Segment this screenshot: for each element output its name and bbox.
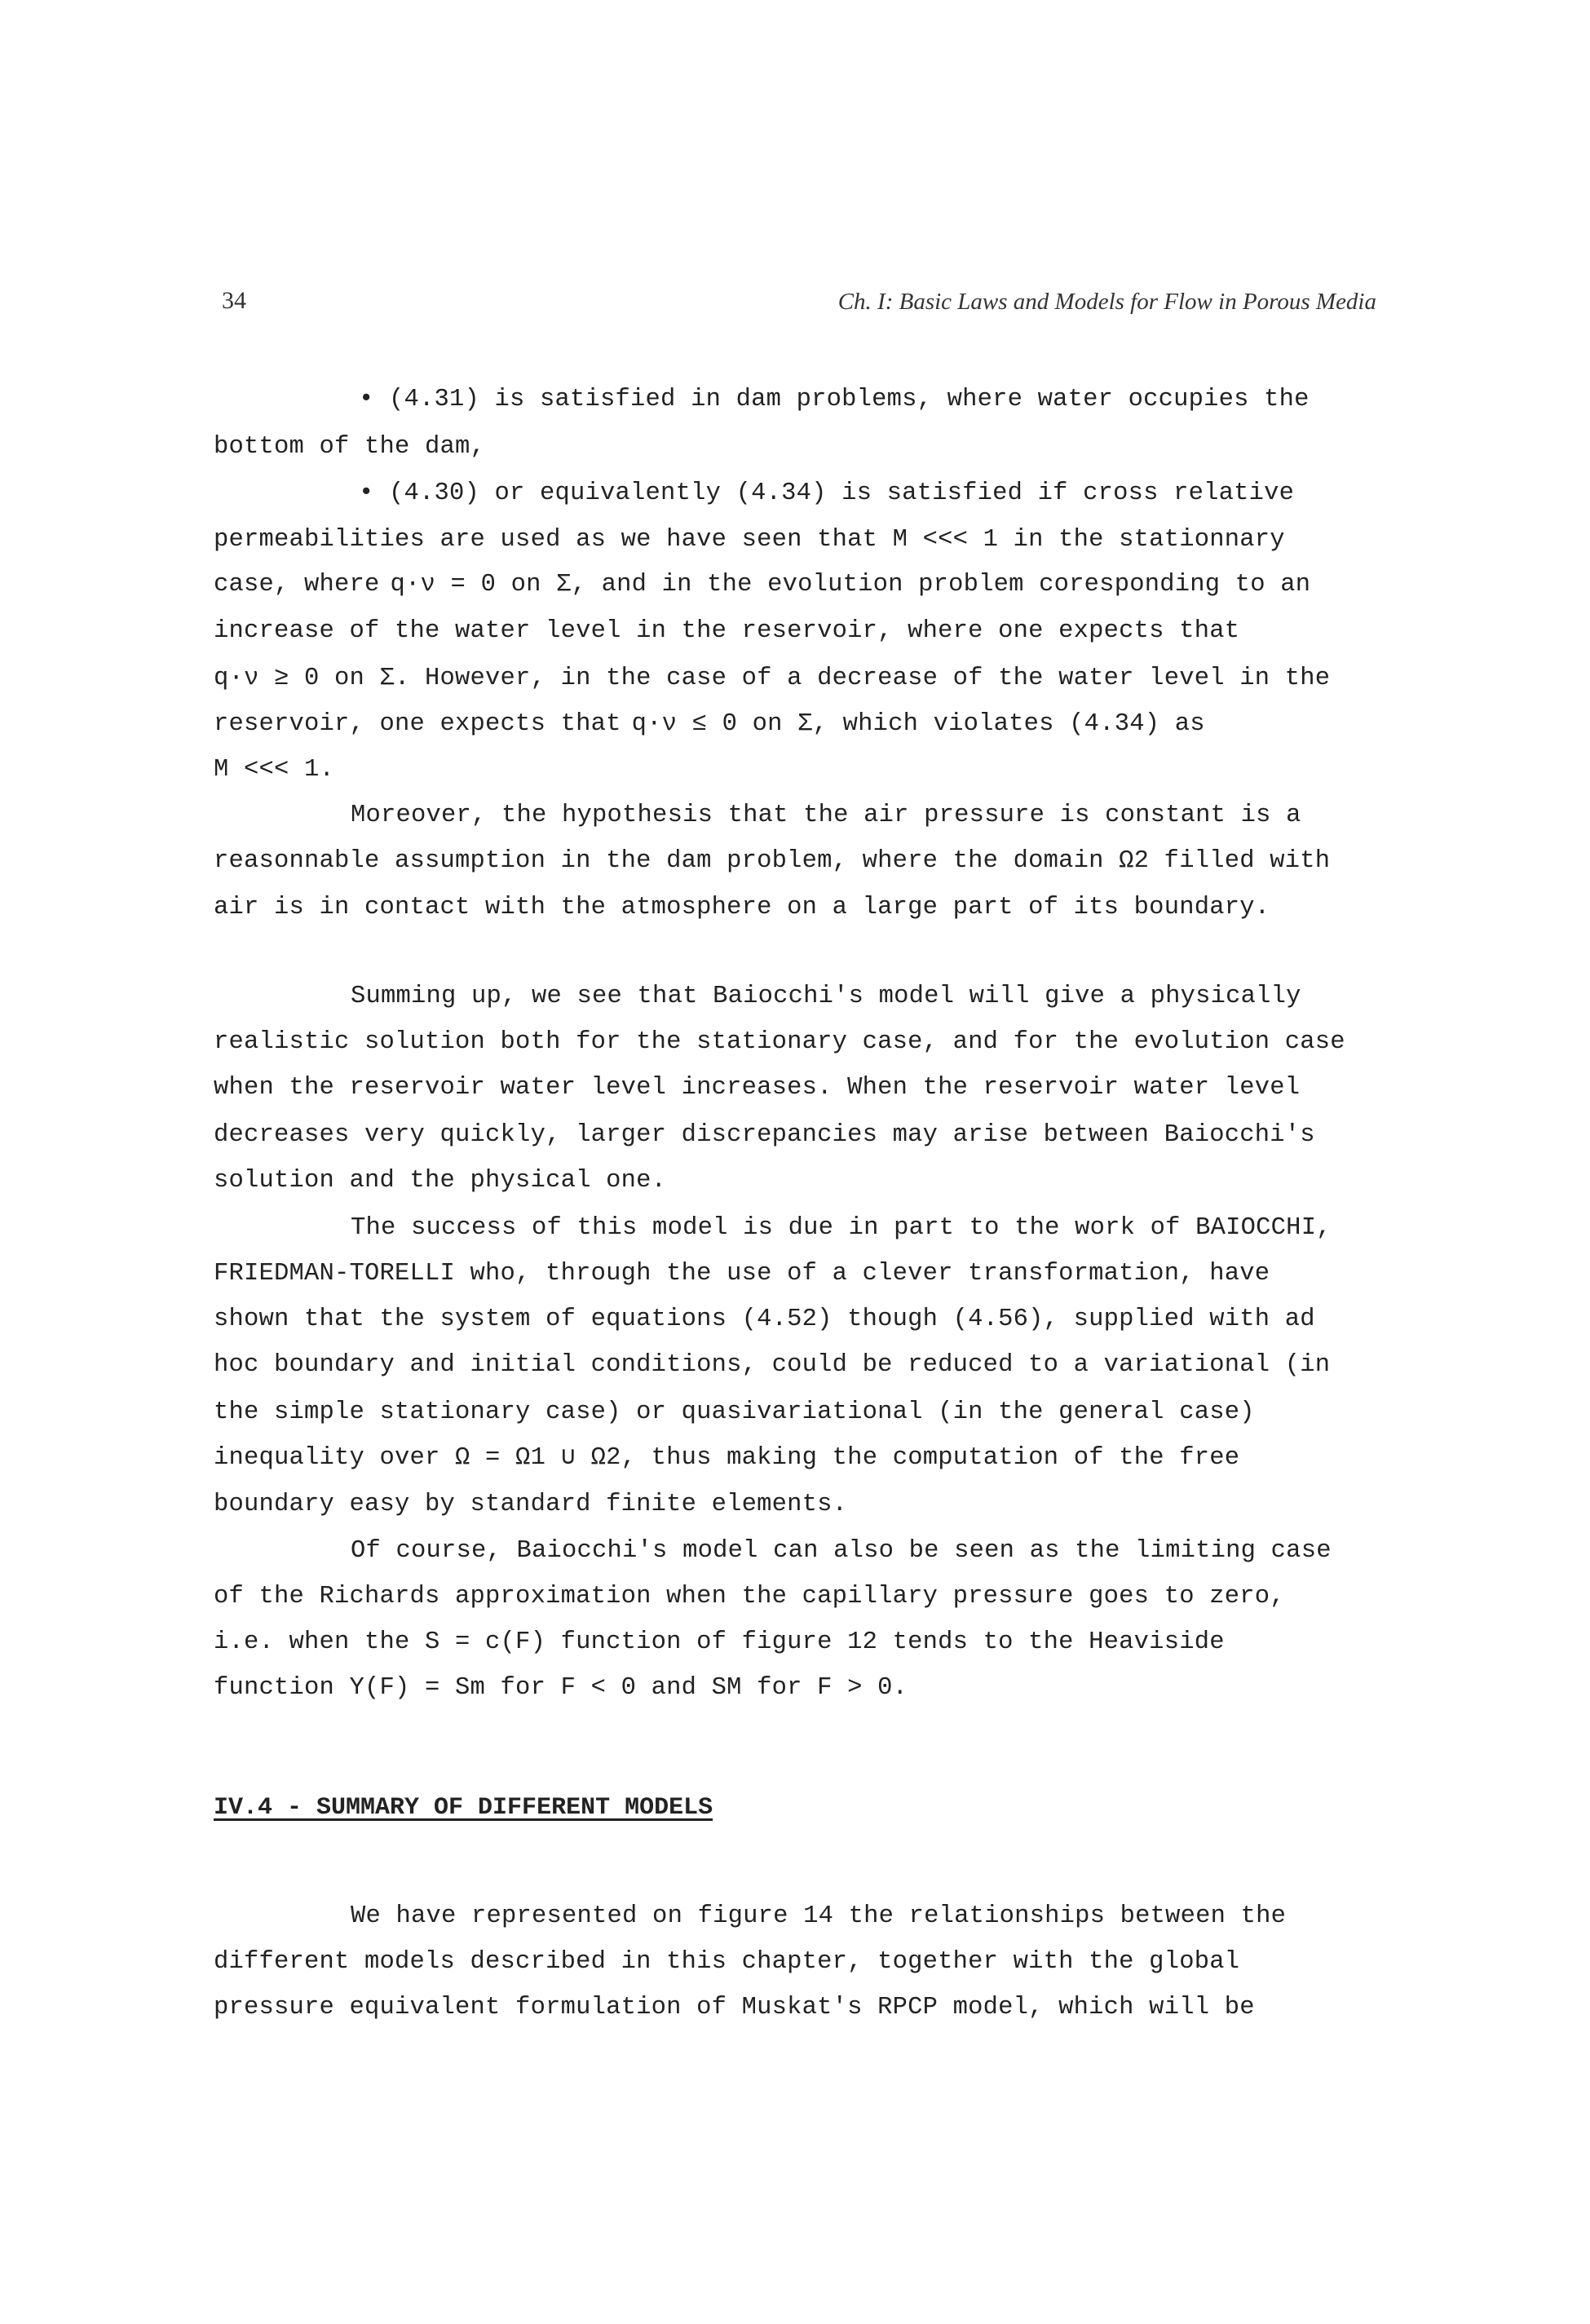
text-line: FRIEDMAN-TORELLI who, through the use of a clever transformation, have xyxy=(214,1260,1270,1288)
section-heading-text: IV.4 - SUMMARY OF DIFFERENT MODELS xyxy=(214,1794,713,1822)
text-line: Of course, Baiocchi's model can also be seen as the limiting case xyxy=(351,1537,1332,1565)
text-line: inequality over Ω = Ω1 ∪ Ω2, thus making the computation of the free xyxy=(214,1444,1240,1472)
text-line: i.e. when the S = c(F) function of figure 12 tends to the Heaviside xyxy=(214,1628,1225,1656)
text-line: Summing up, we see that Baiocchi's model will give a physically xyxy=(351,983,1301,1010)
text-line: the simple stationary case) or quasivariational (in the general case) xyxy=(214,1398,1255,1426)
text-line: increase of the water level in the reservoir, where one expects that xyxy=(214,617,1240,645)
text-line: Moreover, the hypothesis that the air pressure is constant is a xyxy=(351,802,1301,829)
text-line: shown that the system of equations (4.52) though (4.56), supplied with ad xyxy=(214,1306,1315,1333)
text-line: when the reservoir water level increases. When the reservoir water level xyxy=(214,1074,1301,1102)
text-line: decreases very quickly, larger discrepancies may arise between Baiocchi's xyxy=(214,1121,1315,1149)
text-line: boundary easy by standard finite elements. xyxy=(214,1491,848,1518)
text-fragment: case, where xyxy=(214,571,380,599)
text-line: bottom of the dam, xyxy=(214,433,486,461)
text-line: The success of this model is due in part to the work of BAIOCCHI, xyxy=(351,1214,1332,1242)
text-line: air is in contact with the atmosphere on a large part of its boundary. xyxy=(214,894,1270,921)
text-line: realistic solution both for the stationary case, and for the evolution case xyxy=(214,1028,1345,1056)
text-line: pressure equivalent formulation of Muskat's RPCP model, which will be xyxy=(214,1994,1255,2021)
text-line: hoc boundary and initial conditions, could be reduced to a variational (in xyxy=(214,1351,1331,1379)
text-line: of the Richards approximation when the capillary pressure goes to zero, xyxy=(214,1583,1285,1610)
text-line xyxy=(214,708,1371,740)
text-fragment: reservoir, one expects that xyxy=(214,710,621,738)
page-number: 34 xyxy=(222,287,246,314)
text-line xyxy=(214,568,1371,601)
text-line: M <<< 1. xyxy=(214,756,335,784)
section-heading xyxy=(214,1794,713,1822)
text-line: different models described in this chapter, together with the global xyxy=(214,1948,1240,1976)
text-line: reasonnable assumption in the dam problem, where the domain Ω2 filled with xyxy=(214,847,1331,875)
text-line: • (4.30) or equivalently (4.34) is satisfied if cross relative xyxy=(359,479,1295,507)
text-line: solution and the physical one. xyxy=(214,1167,667,1195)
text-line: function Y(F) = Sm for F < 0 and SM for F > 0. xyxy=(214,1674,908,1702)
text-line: permeabilities are used as we have seen that M <<< 1 in the stationnary xyxy=(214,526,1285,554)
text-line: q·ν ≥ 0 on Σ. However, in the case of a decrease of the water level in the xyxy=(214,665,1331,692)
text-line: We have represented on figure 14 the relationships between the xyxy=(351,1902,1287,1930)
text-line: • (4.31) is satisfied in dam problems, where water occupies the xyxy=(359,386,1310,413)
running-title: Ch. I: Basic Laws and Models for Flow in Porous Media xyxy=(837,289,1376,315)
text-fragment: q·ν = 0 on Σ, and in the evolution problem coresponding to an xyxy=(390,571,1311,599)
text-fragment: q·ν ≤ 0 on Σ, which violates (4.34) as xyxy=(631,710,1205,738)
